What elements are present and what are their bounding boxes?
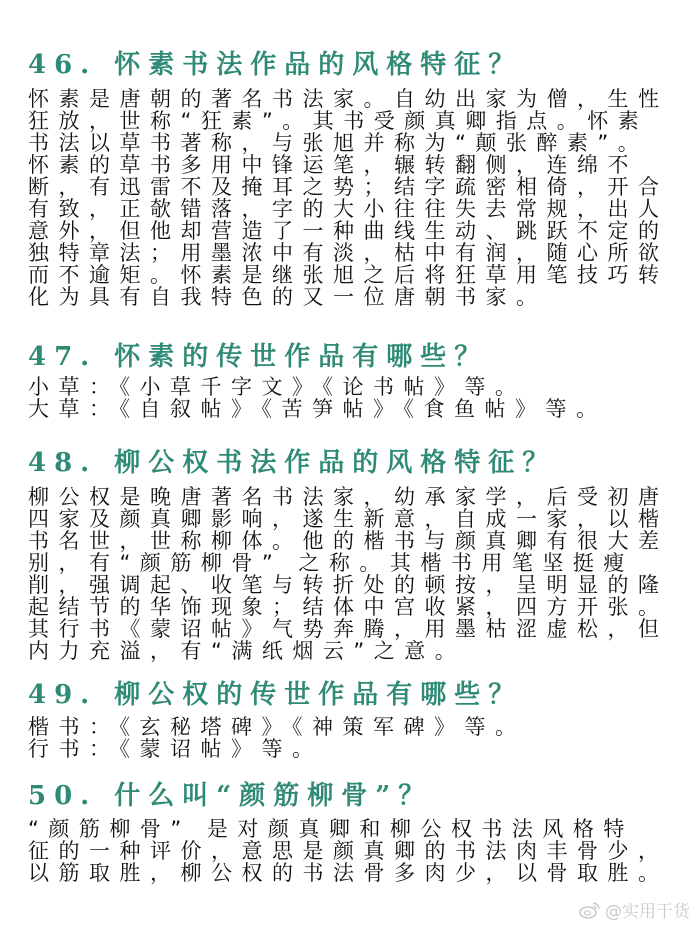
text-line: 有致，正欹错落，字的大小往往失去常规，出人 (28, 197, 669, 221)
section-heading: 46. 怀素书法作品的风格特征？ (28, 50, 523, 80)
text-line: 其行书《蒙诏帖》气势奔腾，用墨枯涩虚松，但 (28, 617, 669, 641)
text-line: 起结节的华饰现象；结体中宫收紧，四方开张。 (28, 595, 669, 619)
text-line: 行书：《蒙诏帖》等。 (28, 737, 323, 761)
text-line: 怀素是唐朝的著名书法家。自幼出家为僧，生性 (28, 87, 669, 111)
text-line: 以筋取胜，柳公权的书法骨多肉少，以骨取胜。 (28, 861, 669, 885)
section-body (28, 88, 688, 308)
watermark (579, 897, 690, 922)
section-heading: 48. 柳公权书法作品的风格特征？ (28, 448, 557, 478)
text-line: 大草：《自叙帖》《苦笋帖》《食鱼帖》等。 (28, 397, 607, 421)
text-line: 柳公权是晚唐著名书法家，幼承家学，后受初唐 (28, 485, 669, 509)
text-line: 而不逾矩。怀素是继张旭之后将狂草用笔技巧转 (28, 263, 669, 287)
section-heading: 47. 怀素的传世作品有哪些？ (28, 342, 489, 372)
text-line: 独特章法；用墨浓中有淡，枯中有润，随心所欲 (28, 241, 669, 265)
section-body (28, 376, 688, 420)
text-line: 征的一种评价，意思是颜真卿的书法肉丰骨少， (28, 839, 669, 863)
text-line: 四家及颜真卿影响，遂生新意，自成一家，以楷 (28, 507, 669, 531)
text-line: 小草：《小草千字文》《论书帖》等。 (28, 375, 526, 399)
text-line: 削，强调起、收笔与转折处的顿按，呈明显的隆 (28, 573, 669, 597)
text-line: 书法以草书著称，与张旭并称为“颠张醉素”。 (28, 131, 649, 155)
text-line: 化为具有自我特色的又一位唐朝书家。 (28, 285, 547, 309)
text-line: 内力充溢，有“满纸烟云”之意。 (28, 639, 466, 663)
section-body (28, 818, 688, 884)
text-line: 意外，但他却营造了一种曲线生动、跳跃不定的 (28, 219, 669, 243)
text-line: 别，有“颜筋柳骨” 之称。其楷书用笔坚挺瘦 (28, 551, 634, 575)
text-line: “颜筋柳骨” 是对颜真卿和柳公权书法风格特 (28, 817, 634, 841)
section-body (28, 486, 688, 662)
text-line: 断，有迅雷不及掩耳之势；结字疏密相倚，开合 (28, 175, 669, 199)
section-heading: 49. 柳公权的传世作品有哪些？ (28, 680, 523, 710)
section-body (28, 716, 688, 760)
section-heading: 50. 什么叫“颜筋柳骨”？ (28, 781, 433, 811)
watermark-text: @实用干货 (605, 902, 690, 922)
text-line: 怀素的草书多用中锋运笔，辗转翻侧，连绵不 (28, 153, 638, 177)
text-line: 书名世，世称柳体。他的楷书与颜真卿有很大差 (28, 529, 669, 553)
weibo-icon (579, 901, 601, 919)
text-line: 狂放，世称“狂素”。其书受颜真卿指点。怀素 (28, 109, 649, 133)
text-line: 楷书：《玄秘塔碑》《神策军碑》等。 (28, 715, 526, 739)
